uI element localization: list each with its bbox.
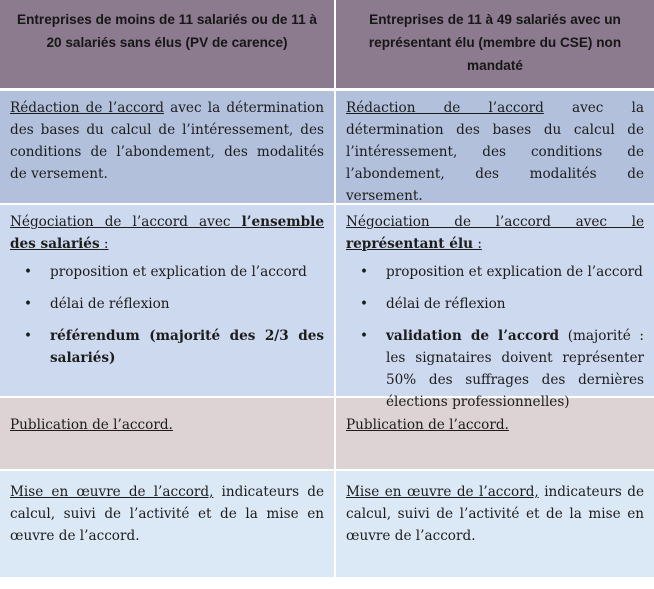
mise-en-oeuvre-cell-left — [0, 471, 336, 579]
negociation-cell-right — [336, 205, 654, 410]
publication-cell-left — [0, 398, 336, 471]
bullet-icon: • — [24, 328, 33, 344]
negociation-heading-right: Négociation de l’accord avec le représentant élu : — [346, 214, 644, 252]
mise-en-oeuvre-cell-right — [336, 471, 654, 579]
mise-en-oeuvre-title-right: Mise en œuvre de l’accord, — [346, 484, 539, 500]
bullet-icon: • — [360, 296, 369, 312]
negociation-heading-left: Négociation de l’accord avec l’ensemble des salariés : — [10, 214, 324, 252]
mise-en-oeuvre-text-left: indicateurs de calcul, suivi de l’activité et de la mise en œuvre de l’accord. — [10, 484, 325, 544]
bullet-icon: • — [24, 296, 33, 312]
list-item: • référendum (majorité des 2/3 des salariés) — [10, 325, 324, 369]
bullet-icon: • — [360, 264, 369, 280]
list-item: • délai de réflexion — [10, 293, 324, 315]
publication-text-right: Publication de l’accord. — [346, 417, 509, 433]
bullet-icon: • — [360, 328, 369, 344]
header-right-text: Entreprises de 11 à 49 salariés avec un représentant élu (membre du CSE) non mandaté — [368, 12, 622, 73]
header-small-companies — [0, 0, 336, 91]
negociation-party-left: l’ensemble des salariés — [10, 214, 324, 252]
publication-text-left: Publication de l’accord. — [10, 417, 173, 433]
list-item: • proposition et explication de l’accord — [10, 261, 324, 283]
redaction-title-right: Rédaction de l’accord — [346, 100, 544, 116]
bullet-icon: • — [24, 264, 33, 280]
redaction-text-right: avec la détermination des bases du calcul de l’intéressement, des conditions de l’abondement, des modalités de versement. — [346, 100, 644, 204]
redaction-cell-left — [0, 91, 336, 205]
redaction-title-left: Rédaction de l’accord — [10, 100, 164, 116]
header-left-text: Entreprises de moins de 11 salariés ou de 11 à 20 salariés sans élus (PV de carence) — [17, 12, 317, 50]
redaction-cell-right — [336, 91, 654, 205]
list-item: • délai de réflexion — [346, 293, 644, 315]
header-medium-companies — [336, 0, 654, 91]
negociation-cell-left — [0, 205, 336, 398]
negociation-steps-right — [346, 261, 644, 413]
list-item: • validation de l’accord (majorité : les signataires doivent représenter 50% des suffrages des dernières élections professionnelles) — [346, 325, 644, 413]
mise-en-oeuvre-title-left: Mise en œuvre de l’accord, — [10, 484, 214, 500]
mise-en-oeuvre-text-right: indicateurs de calcul, suivi de l’activité et de la mise en œuvre de l’accord. — [346, 484, 644, 544]
negociation-steps-left — [10, 261, 324, 369]
negociation-party-right: représentant élu — [346, 236, 473, 252]
redaction-text-left: avec la détermination des bases du calcul de l’intéressement, des conditions de l’abondement, des modalités de versement. — [10, 100, 324, 182]
list-item: • proposition et explication de l’accord — [346, 261, 644, 283]
